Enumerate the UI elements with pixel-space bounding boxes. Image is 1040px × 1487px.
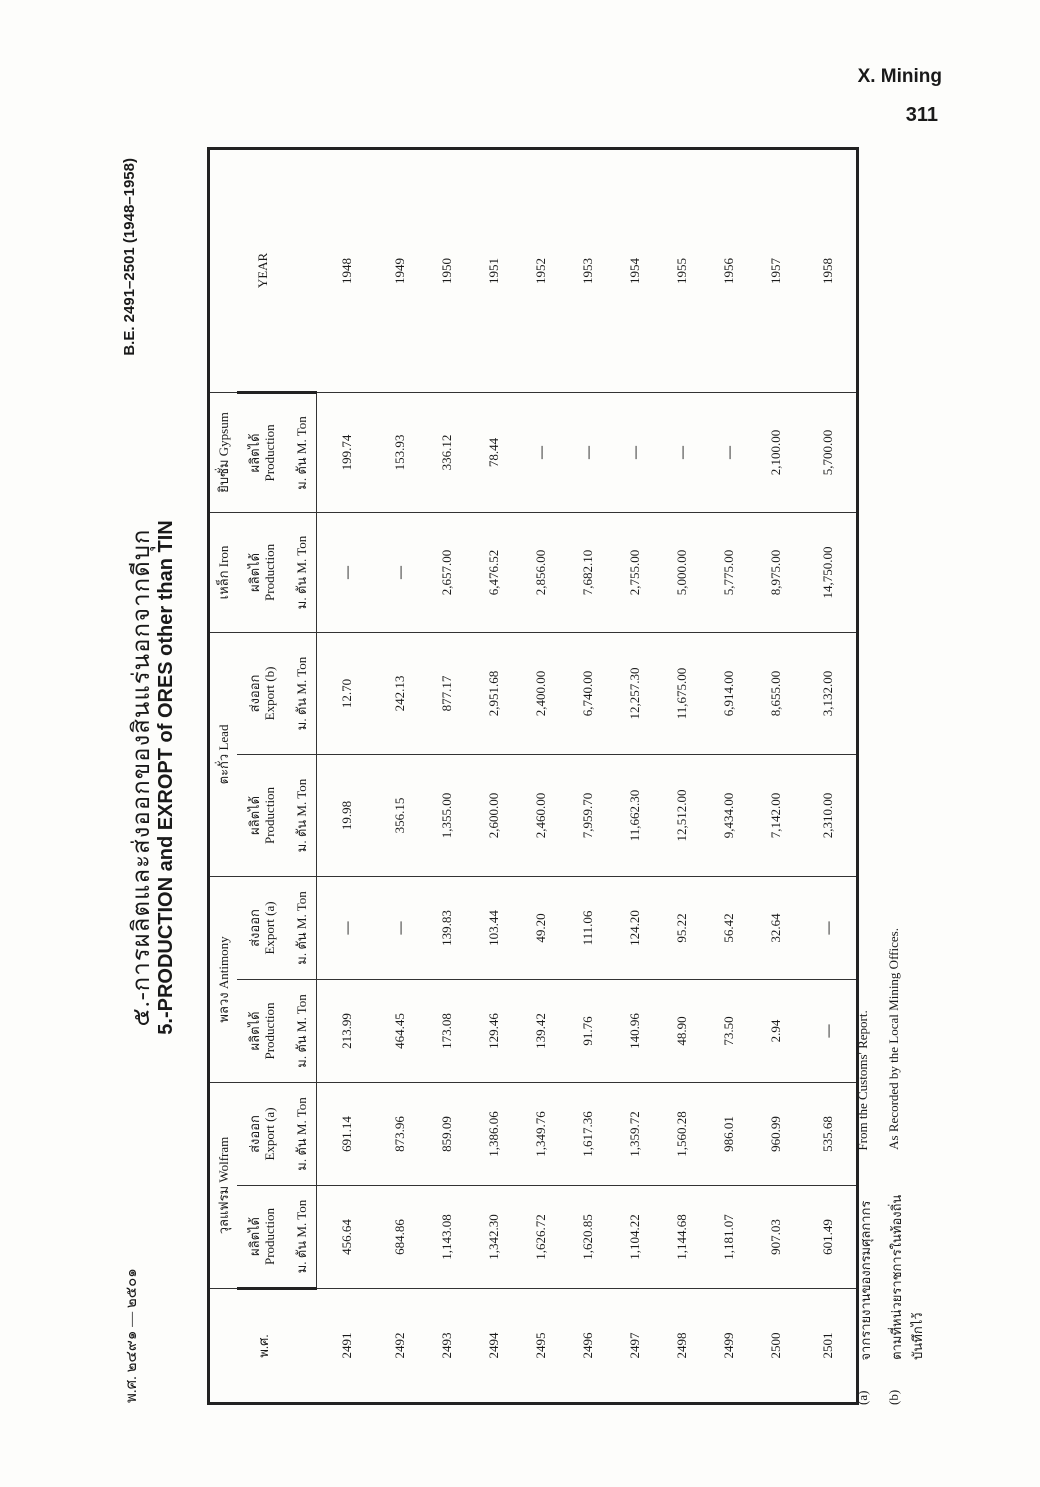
wolfram-production-cell: 1,626.72	[518, 1186, 565, 1289]
table-row	[753, 148, 800, 1403]
table-row	[424, 148, 471, 1403]
gypsum-production-cell: 2,100.00	[753, 392, 800, 512]
table-row	[317, 148, 377, 1403]
wolfram-production-cell: 1,143.08	[424, 1186, 471, 1289]
lead-production-cell: 2,600.00	[471, 754, 518, 876]
ore-production-table	[207, 147, 859, 1405]
subheader-wolfram-production: ผลิตได้ Production	[237, 1186, 287, 1289]
iron-production-cell: 2,755.00	[612, 512, 659, 632]
wolfram-export-cell: 986.01	[706, 1082, 753, 1185]
lead-production-cell: 7,959.70	[565, 754, 612, 876]
table-row	[377, 148, 424, 1403]
table-row	[471, 148, 518, 1403]
group-antimony: พลวง Antimony	[209, 876, 237, 1082]
lead-export-cell: 3,132.00	[800, 632, 858, 754]
group-iron: เหล็ก Iron	[209, 512, 237, 632]
wolfram-export-cell: 960.99	[753, 1082, 800, 1185]
gypsum-production-cell: 5,700.00	[800, 392, 858, 512]
wolfram-production-cell: 907.03	[753, 1186, 800, 1289]
subheader-antimony-export: ส่งออก Export (a)	[237, 876, 287, 979]
unit-cell: ม. ตัน M. Ton	[287, 1082, 317, 1185]
thai-title: ๕.-การผลิตและส่งออกของสินแร่นอกจากดีบุก	[129, 528, 155, 1027]
page-number: 311	[905, 104, 938, 126]
antimony-export-cell: 32.64	[753, 876, 800, 979]
gypsum-production-cell: —	[706, 392, 753, 512]
lead-production-cell: 19.98	[317, 754, 377, 876]
antimony-production-cell: —	[800, 979, 858, 1082]
footnotes	[855, 928, 928, 1405]
be-year-cell: 2499	[706, 1289, 753, 1404]
antimony-production-cell: 129.46	[471, 979, 518, 1082]
iron-production-cell: —	[317, 512, 377, 632]
iron-production-cell: 5,000.00	[659, 512, 706, 632]
antimony-production-cell: 140.96	[612, 979, 659, 1082]
wolfram-export-cell: 859.09	[424, 1082, 471, 1185]
subheader-gypsum-production: ผลิตได้ Production	[237, 392, 287, 512]
antimony-export-cell: 49.20	[518, 876, 565, 979]
iron-production-cell: 2,657.00	[424, 512, 471, 632]
lead-production-cell: 2,310.00	[800, 754, 858, 876]
subheader-lead-production: ผลิตได้ Production	[237, 754, 287, 876]
iron-production-cell: 6,476.52	[471, 512, 518, 632]
gypsum-production-cell: —	[612, 392, 659, 512]
antimony-production-cell: 48.90	[659, 979, 706, 1082]
year-cell: 1949	[377, 148, 424, 392]
antimony-export-cell: —	[800, 876, 858, 979]
unit-cell: ม. ตัน M. Ton	[287, 876, 317, 979]
subheader-iron-production: ผลิตได้ Production	[237, 512, 287, 632]
wolfram-export-cell: 1,617.36	[565, 1082, 612, 1185]
year-cell: 1950	[424, 148, 471, 392]
gypsum-production-cell: —	[659, 392, 706, 512]
year-cell: 1955	[659, 148, 706, 392]
wolfram-production-cell: 1,104.22	[612, 1186, 659, 1289]
group-gypsum: ยิบซั่ม Gypsum	[209, 392, 237, 512]
footnote-a: (a) จากรายงานของกรมศุลกากร From the Customs' Report.	[855, 1010, 873, 1405]
gypsum-production-cell: 153.93	[377, 392, 424, 512]
antimony-production-cell: 139.42	[518, 979, 565, 1082]
gypsum-production-cell: 78.44	[471, 392, 518, 512]
lead-export-cell: 6,740.00	[565, 632, 612, 754]
antimony-production-cell: 91.76	[565, 979, 612, 1082]
table-row	[518, 148, 565, 1403]
year-cell: 1952	[518, 148, 565, 392]
subheader-antimony-production: ผลิตได้ Production	[237, 979, 287, 1082]
unit-cell: ม. ตัน M. Ton	[287, 754, 317, 876]
be-year-cell: 2492	[377, 1289, 424, 1404]
wolfram-production-cell: 1,342.30	[471, 1186, 518, 1289]
antimony-export-cell: 124.20	[612, 876, 659, 979]
be-year-cell: 2500	[753, 1289, 800, 1404]
be-year-cell: 2501	[800, 1289, 858, 1404]
subheader-lead-export: ส่งออก Export (b)	[237, 632, 287, 754]
table-body	[317, 148, 858, 1403]
lead-export-cell: 2,400.00	[518, 632, 565, 754]
wolfram-production-cell: 601.49	[800, 1186, 858, 1289]
wolfram-export-cell: 691.14	[317, 1082, 377, 1185]
be-year-cell: 2497	[612, 1289, 659, 1404]
unit-cell: ม. ตัน M. Ton	[287, 512, 317, 632]
table-row	[706, 148, 753, 1403]
wolfram-export-cell: 1,359.72	[612, 1082, 659, 1185]
footnote-b: (b) ตามที่หน่วยราชการในท้องถิ่นบันทึกไว้ As Recorded by the Local Mining Offices.	[886, 928, 925, 1405]
table-row	[612, 148, 659, 1403]
be-year-cell: 2495	[518, 1289, 565, 1404]
gypsum-production-cell: 199.74	[317, 392, 377, 512]
antimony-production-cell: 73.50	[706, 979, 753, 1082]
thai-year-range: พ.ศ. ๒๔๙๑ — ๒๕๐๑	[124, 1268, 140, 1403]
lead-export-cell: 6,914.00	[706, 632, 753, 754]
be-year-cell: 2494	[471, 1289, 518, 1404]
year-cell: 1951	[471, 148, 518, 392]
group-wolfram: วุลแฟรม Wolfram	[209, 1082, 237, 1288]
lead-export-cell: 242.13	[377, 632, 424, 754]
lead-export-cell: 12,257.30	[612, 632, 659, 754]
antimony-production-cell: 213.99	[317, 979, 377, 1082]
antimony-export-cell: 103.44	[471, 876, 518, 979]
iron-production-cell: —	[377, 512, 424, 632]
wolfram-production-cell: 456.64	[317, 1186, 377, 1289]
lead-production-cell: 12,512.00	[659, 754, 706, 876]
table-row	[659, 148, 706, 1403]
antimony-export-cell: 56.42	[706, 876, 753, 979]
iron-production-cell: 14,750.00	[800, 512, 858, 632]
gypsum-production-cell: —	[518, 392, 565, 512]
antimony-export-cell: 139.83	[424, 876, 471, 979]
lead-export-cell: 877.17	[424, 632, 471, 754]
lead-export-cell: 8,655.00	[753, 632, 800, 754]
be-year-cell: 2496	[565, 1289, 612, 1404]
antimony-export-cell: 95.22	[659, 876, 706, 979]
group-lead: ตะกั่ว Lead	[209, 632, 237, 876]
year-cell: 1953	[565, 148, 612, 392]
gypsum-production-cell: 336.12	[424, 392, 471, 512]
antimony-export-cell: 111.06	[565, 876, 612, 979]
lead-export-cell: 2,951.68	[471, 632, 518, 754]
year-cell: 1948	[317, 148, 377, 392]
lead-export-cell: 11,675.00	[659, 632, 706, 754]
year-cell: 1956	[706, 148, 753, 392]
section-label: X. Mining	[857, 66, 942, 87]
iron-production-cell: 2,856.00	[518, 512, 565, 632]
antimony-production-cell: 2.94	[753, 979, 800, 1082]
wolfram-production-cell: 1,144.68	[659, 1186, 706, 1289]
unit-cell: ม. ตัน M. Ton	[287, 979, 317, 1082]
be-year-range: B.E. 2491–2501 (1948–1958)	[121, 158, 138, 356]
antimony-production-cell: 464.45	[377, 979, 424, 1082]
iron-production-cell: 8,975.00	[753, 512, 800, 632]
year-cell: 1957	[753, 148, 800, 392]
be-year-cell: 2498	[659, 1289, 706, 1404]
be-year-cell: 2491	[317, 1289, 377, 1404]
wolfram-production-cell: 684.86	[377, 1186, 424, 1289]
table-row	[800, 148, 858, 1403]
lead-production-cell: 1,355.00	[424, 754, 471, 876]
iron-production-cell: 7,682.10	[565, 512, 612, 632]
year-cell: 1954	[612, 148, 659, 392]
subheader-wolfram-export: ส่งออก Export (a)	[237, 1082, 287, 1185]
be-column-header: พ.ศ.	[209, 1289, 317, 1404]
rotated-table-block	[115, 150, 925, 1405]
wolfram-production-cell: 1,181.07	[706, 1186, 753, 1289]
unit-cell: ม. ตัน M. Ton	[287, 632, 317, 754]
year-column-header: YEAR	[209, 148, 317, 392]
gypsum-production-cell: —	[565, 392, 612, 512]
wolfram-export-cell: 1,386.06	[471, 1082, 518, 1185]
be-year-cell: 2493	[424, 1289, 471, 1404]
year-cell: 1958	[800, 148, 858, 392]
wolfram-export-cell: 1,349.76	[518, 1082, 565, 1185]
antimony-production-cell: 173.08	[424, 979, 471, 1082]
antimony-export-cell: —	[317, 876, 377, 979]
lead-production-cell: 2,460.00	[518, 754, 565, 876]
iron-production-cell: 5,775.00	[706, 512, 753, 632]
wolfram-export-cell: 873.96	[377, 1082, 424, 1185]
wolfram-export-cell: 535.68	[800, 1082, 858, 1185]
lead-export-cell: 12.70	[317, 632, 377, 754]
lead-production-cell: 7,142.00	[753, 754, 800, 876]
antimony-export-cell: —	[377, 876, 424, 979]
wolfram-production-cell: 1,620.85	[565, 1186, 612, 1289]
table-row	[565, 148, 612, 1403]
english-title: 5.-PRODUCTION and EXROPT of ORES other than TIN	[155, 520, 177, 1035]
lead-production-cell: 9,434.00	[706, 754, 753, 876]
unit-cell: ม. ตัน M. Ton	[287, 392, 317, 512]
lead-production-cell: 11,662.30	[612, 754, 659, 876]
wolfram-export-cell: 1,560.28	[659, 1082, 706, 1185]
lead-production-cell: 356.15	[377, 754, 424, 876]
unit-cell: ม. ตัน M. Ton	[287, 1186, 317, 1289]
